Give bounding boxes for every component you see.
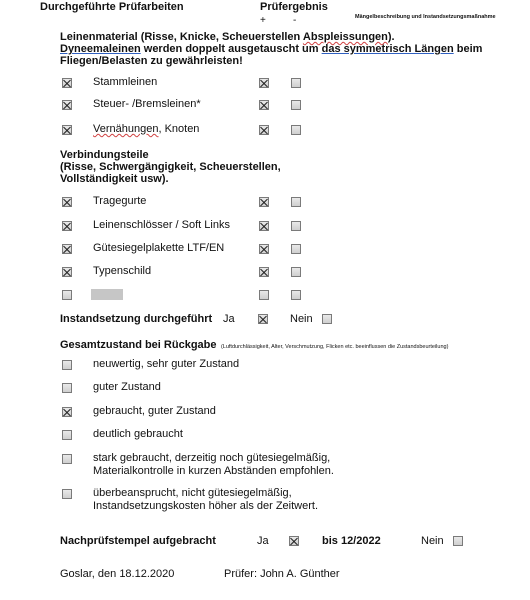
condition-neuwertig-checkbox[interactable] — [62, 360, 72, 370]
plus-label: + — [260, 15, 266, 26]
stamp-nein-label: Nein — [421, 535, 444, 547]
typenschild-plus-checkbox[interactable] — [259, 267, 269, 277]
stammleinen-checkbox[interactable] — [62, 78, 72, 88]
inspector-name: Prüfer: John A. Günther — [224, 568, 340, 580]
leinenschloesser-minus-checkbox[interactable] — [291, 221, 301, 231]
section-line-material-note-2: Fliegen/Belasten zu gewährleisten! — [60, 55, 243, 67]
tragegurte-checkbox[interactable] — [62, 197, 72, 207]
vernaehungen-plus-checkbox[interactable] — [259, 125, 269, 135]
condition-deutlich-checkbox[interactable] — [62, 430, 72, 440]
vernaehungen-label: Vernähungen, Knoten — [93, 123, 200, 135]
condition-gebraucht-label: gebraucht, guter Zustand — [93, 405, 216, 417]
tragegurte-label: Tragegurte — [93, 195, 147, 207]
typenschild-label: Typenschild — [93, 265, 152, 277]
condition-stark-label-2: Materialkontrolle in kurzen Abständen empfohlen. — [93, 465, 334, 477]
leinenschloesser-checkbox[interactable] — [62, 221, 72, 231]
condition-stark-checkbox[interactable] — [62, 454, 72, 464]
condition-deutlich-label: deutlich gebraucht — [93, 428, 183, 440]
tragegurte-minus-checkbox[interactable] — [291, 197, 301, 207]
stamp-nein-checkbox[interactable] — [453, 536, 463, 546]
minus-label: - — [293, 15, 297, 26]
repair-label: Instandsetzung durchgeführt — [60, 313, 213, 325]
steuerleinen-plus-checkbox[interactable] — [259, 100, 269, 110]
stammleinen-minus-checkbox[interactable] — [291, 78, 301, 88]
header-work-column: Durchgeführte Prüfarbeiten — [40, 1, 184, 13]
tragegurte-plus-checkbox[interactable] — [259, 197, 269, 207]
steuerleinen-label: Steuer- /Bremsleinen* — [93, 98, 201, 110]
condition-ueberbeansprucht-label-2: Instandsetzungskosten höher als der Zeitwert. — [93, 500, 319, 512]
stammleinen-plus-checkbox[interactable] — [259, 78, 269, 88]
leinenschloesser-plus-checkbox[interactable] — [259, 221, 269, 231]
guetesiegel-plus-checkbox[interactable] — [259, 244, 269, 254]
condition-gebraucht-checkbox[interactable] — [62, 407, 72, 417]
stamp-ja-checkbox[interactable] — [289, 536, 299, 546]
condition-neuwertig-label: neuwertig, sehr guter Zustand — [93, 358, 240, 370]
typenschild-checkbox[interactable] — [62, 267, 72, 277]
stamp-ja-label: Ja — [257, 535, 269, 547]
repair-nein-label: Nein — [290, 313, 313, 325]
header-result-column: Prüfergebnis — [260, 1, 328, 13]
guetesiegel-checkbox[interactable] — [62, 244, 72, 254]
header-defects-column: Mängelbeschreibung und Instandsetzungsmaßnahme — [355, 14, 496, 20]
stamp-label: Nachprüfstempel aufgebracht — [60, 535, 216, 547]
guetesiegel-label: Gütesiegelplakette LTF/EN — [93, 242, 225, 254]
extra-item-minus-checkbox[interactable] — [291, 290, 301, 300]
section-line-material-note: Dyneemaleinen werden doppelt ausgetauscht um das symmetrisch Längen beim — [60, 43, 483, 55]
repair-ja-checkbox[interactable] — [258, 314, 268, 324]
extra-item-plus-checkbox[interactable] — [259, 290, 269, 300]
section-connectors-note: (Risse, Schwergängigkeit, Scheuerstellen, — [60, 161, 281, 173]
section-connectors-title: Verbindungsteile — [60, 149, 149, 161]
condition-ueberbeansprucht-label: überbeansprucht, nicht gütesiegelmäßig, — [93, 487, 292, 499]
steuerleinen-minus-checkbox[interactable] — [291, 100, 301, 110]
section-line-material-title: Leinenmaterial (Risse, Knicke, Scheuerstellen Abspleissungen). — [60, 31, 395, 43]
stamp-until-label: bis 12/2022 — [322, 535, 381, 547]
condition-stark-label: stark gebraucht, derzeitig noch gütesiegelmäßig, — [93, 452, 331, 464]
condition-gut-checkbox[interactable] — [62, 383, 72, 393]
typenschild-minus-checkbox[interactable] — [291, 267, 301, 277]
condition-heading: Gesamtzustand bei Rückgabe (Luftdurchlässigkeit, Alter, Verschmutzung, Flicken etc. beeinflussen die Zustandsbeurteilung) — [60, 339, 449, 351]
leinenschloesser-label: Leinenschlösser / Soft Links — [93, 219, 230, 231]
condition-gut-label: guter Zustand — [93, 381, 161, 393]
vernaehungen-checkbox[interactable] — [62, 125, 72, 135]
empty-text-field[interactable] — [91, 289, 123, 300]
place-date: Goslar, den 18.12.2020 — [60, 568, 175, 580]
stammleinen-label: Stammleinen — [93, 76, 158, 88]
steuerleinen-checkbox[interactable] — [62, 100, 72, 110]
guetesiegel-minus-checkbox[interactable] — [291, 244, 301, 254]
section-connectors-note-2: Vollständigkeit usw). — [60, 173, 169, 185]
repair-ja-label: Ja — [223, 313, 235, 325]
repair-nein-checkbox[interactable] — [322, 314, 332, 324]
vernaehungen-minus-checkbox[interactable] — [291, 125, 301, 135]
extra-item-checkbox[interactable] — [62, 290, 72, 300]
condition-ueberbeansprucht-checkbox[interactable] — [62, 489, 72, 499]
